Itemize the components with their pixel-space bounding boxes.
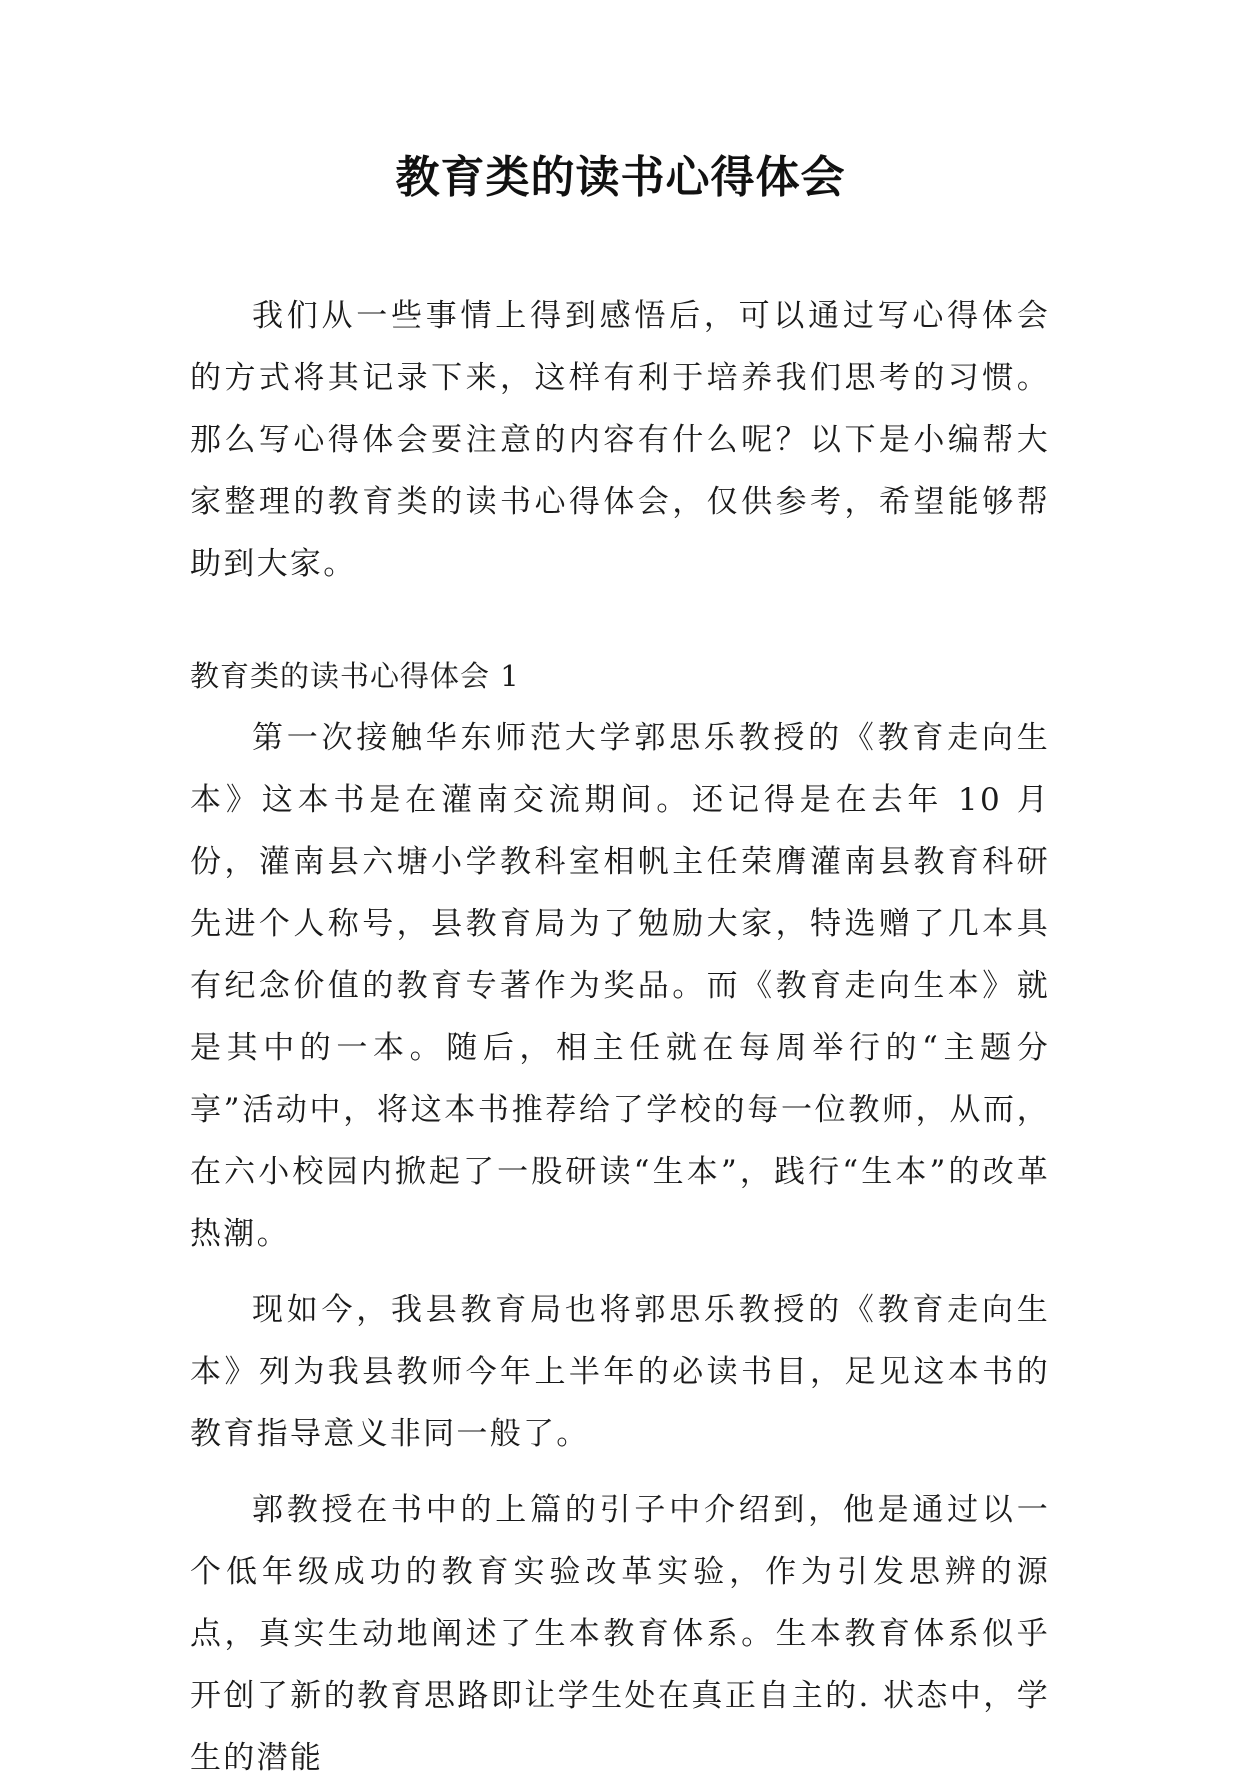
intro-paragraph: 我们从一些事情上得到感悟后，可以通过写心得体会的方式将其记录下来，这样有利于培养我们思考的习惯。那么写心得体会要注意的内容有什么呢？以下是小编帮大家整理的教育类的读书心得体会，仅供参考，希望能够帮助到大家。 bbox=[190, 298, 1050, 582]
document-body bbox=[190, 285, 1050, 1789]
body-paragraph-1: 第一次接触华东师范大学郭思乐教授的《教育走向生本》这本书是在灌南交流期间。还记得是在去年 10 月份，灌南县六塘小学教科室相帆主任荣膺灌南县教育科研先进个人称号，县教育局为了勉励大家，特选赠了几本具有纪念价值的教育专著作为奖品。而《教育走向生本》就是其中的一本。随后，相主任就在每周举行的“主题分享”活动中，将这本书推荐给了学校的每一位教师，从而，在六小校园内掀起了一股研读“生本”，践行“生本”的改革热潮。 bbox=[190, 720, 1050, 1252]
document-title: 教育类的读书心得体会 bbox=[395, 152, 846, 203]
body-paragraph-3: 郭教授在书中的上篇的引子中介绍到，他是通过以一个低年级成功的教育实验改革实验，作为引发思辨的源点，真实生动地阐述了生本教育体系。生本教育体系似乎开创了新的教育思路即让学生处在真正自主的. 状态中，学生的潜能 bbox=[190, 1492, 1050, 1776]
section-heading: 教育类的读书心得体会 1 bbox=[190, 659, 520, 693]
paragraph-gap bbox=[190, 1465, 1050, 1479]
paragraph-gap bbox=[190, 1265, 1050, 1279]
body-paragraph-2: 现如今，我县教育局也将郭思乐教授的《教育走向生本》列为我县教师今年上半年的必读书目，足见这本书的教育指导意义非同一般了。 bbox=[190, 1292, 1050, 1452]
